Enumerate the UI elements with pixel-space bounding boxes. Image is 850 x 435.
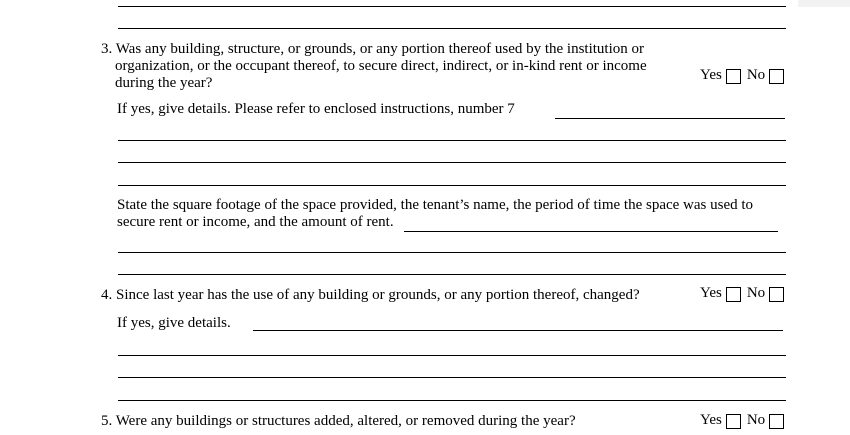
answer-line[interactable] — [118, 252, 786, 253]
q3-state-line-2: secure rent or income, and the amount of rent. — [117, 214, 394, 230]
q3-yes-label: Yes — [700, 67, 722, 83]
q4-details-prompt: If yes, give details. — [117, 315, 231, 331]
answer-line[interactable] — [118, 162, 786, 163]
q5-no-checkbox[interactable] — [769, 414, 784, 429]
q5-yes-no-group — [700, 412, 790, 429]
q3-yes-checkbox[interactable] — [726, 69, 741, 84]
q4-yes-checkbox[interactable] — [726, 287, 741, 302]
answer-line[interactable] — [118, 6, 786, 7]
q3-details-answer-line[interactable] — [555, 118, 785, 119]
q3-rent-answer-line[interactable] — [404, 231, 778, 232]
q3-state-line-1: State the square footage of the space provided, the tenant’s name, the period of time the space was used to — [117, 197, 754, 213]
scan-edge-shade — [798, 0, 850, 7]
q3-question-line-1: 3. Was any building, structure, or grounds, or any portion thereof used by the institution or — [101, 41, 645, 57]
q5-question-line-1: 5. Were any buildings or structures added, altered, or removed during the year? — [101, 413, 576, 429]
answer-line[interactable] — [118, 185, 786, 186]
q4-yes-no-group — [700, 285, 790, 302]
q3-yes-no-group — [700, 67, 790, 84]
q3-no-label: No — [746, 67, 766, 83]
q4-yes-label: Yes — [700, 285, 722, 301]
q4-details-answer-line[interactable] — [253, 330, 783, 331]
q3-no-checkbox[interactable] — [769, 69, 784, 84]
q5-yes-checkbox[interactable] — [726, 414, 741, 429]
answer-line[interactable] — [118, 377, 786, 378]
answer-line[interactable] — [118, 400, 786, 401]
answer-line[interactable] — [118, 140, 786, 141]
q5-no-label: No — [746, 412, 766, 428]
q4-no-checkbox[interactable] — [769, 287, 784, 302]
answer-line[interactable] — [118, 355, 786, 356]
q3-question-line-3: during the year? — [115, 75, 213, 91]
q3-question-line-2: organization, or the occupant thereof, to secure direct, indirect, or in-kind rent or income — [115, 58, 647, 74]
answer-line[interactable] — [118, 274, 786, 275]
q3-details-prompt: If yes, give details. Please refer to enclosed instructions, number 7 — [117, 101, 515, 117]
q4-no-label: No — [746, 285, 766, 301]
q4-question-line-1: 4. Since last year has the use of any building or grounds, or any portion thereof, changed? — [101, 287, 640, 303]
q5-yes-label: Yes — [700, 412, 722, 428]
answer-line[interactable] — [118, 28, 786, 29]
